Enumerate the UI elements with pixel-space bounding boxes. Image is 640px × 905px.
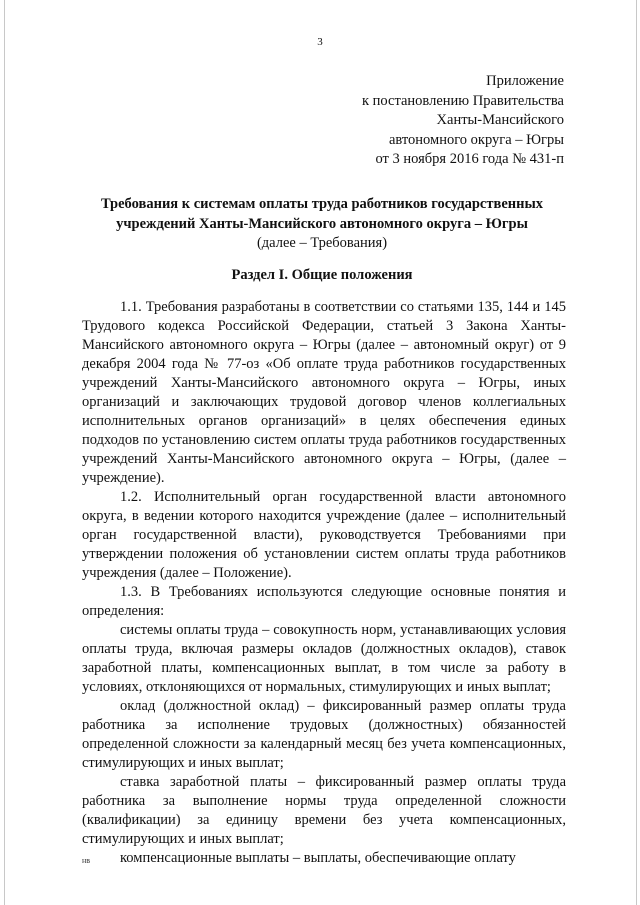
body-text [82, 298, 566, 868]
title-line-2: учреждений Ханты-Мансийского автономного округа – Югры [116, 215, 528, 232]
document-title [62, 195, 582, 254]
paragraph-1-3: 1.3. В Требованиях используются следующие основные понятия и определения: [82, 584, 566, 619]
appendix-line: к постановлению Правительства [362, 92, 564, 109]
definition-wage-rate: ставка заработной платы – фиксированный размер оплаты труда работника за выполнение нормы труда определенной сложности (квалификации) за единицу времени без учета компенсационных, стимулирующих и иных выплат; [82, 774, 566, 847]
appendix-line: автономного округа – Югры [388, 131, 564, 148]
page-number: 3 [317, 36, 323, 48]
title-line-3: (далее – Требования) [256, 235, 388, 251]
appendix-block [362, 72, 564, 170]
page-edge-right [636, 0, 637, 905]
definition-pay-systems: системы оплаты труда – совокупность норм, устанавливающих условия оплаты труда, включая размеры окладов (должностных окладов), ставок заработной платы, компенсационных выплат, в том числе за работу в условиях, отклоняющихся от нормальных, стимулирующих и иных выплат; [82, 622, 566, 695]
definition-compensation: компенсационные выплаты – выплаты, обеспечивающие оплату [120, 850, 516, 866]
appendix-line: Ханты-Мансийского [436, 112, 564, 128]
section-heading: Раздел I. Общие положения [231, 267, 413, 283]
title-line-1: Требования к системам оплаты труда работников государственных [100, 196, 544, 212]
paragraph-1-2: 1.2. Исполнительный орган государственной власти автономного округа, в ведении которого находится учреждение (далее – исполнительный орган государственной власти), руководствуется Требованиями при утверждении положения об установлении систем оплаты труда работников учреждения (далее – Положение). [82, 489, 566, 581]
footer-mark: нв [82, 856, 91, 865]
page-edge-left [4, 0, 5, 905]
appendix-line: Приложение [486, 73, 564, 89]
definition-salary: оклад (должностной оклад) – фиксированный размер оплаты труда работника за исполнение трудовых (должностных) обязанностей определенной сложности за календарный месяц без учета компенсационных, стимулирующих и иных выплат; [82, 698, 566, 771]
appendix-line: от 3 ноября 2016 года № 431-п [375, 151, 564, 167]
paragraph-1-1: 1.1. Требования разработаны в соответствии со статьями 135, 144 и 145 Трудового кодекса Российской Федерации, статьей 3 Закона Ханты-Мансийского автономного округа – Югры (далее – автономный округ) от 9 декабря 2004 года № 77-оз «Об оплате труда работников государственных учреждений Ханты-Мансийского автономного округа – Югры, иных организаций и заключающих трудовой договор членов коллегиальных исполнительных органов организаций» в целях обеспечения единых подходов по установлению систем оплаты труда работников государственных учреждений Ханты-Мансийского автономного округа – Югры, (далее – учреждение). [82, 299, 566, 486]
